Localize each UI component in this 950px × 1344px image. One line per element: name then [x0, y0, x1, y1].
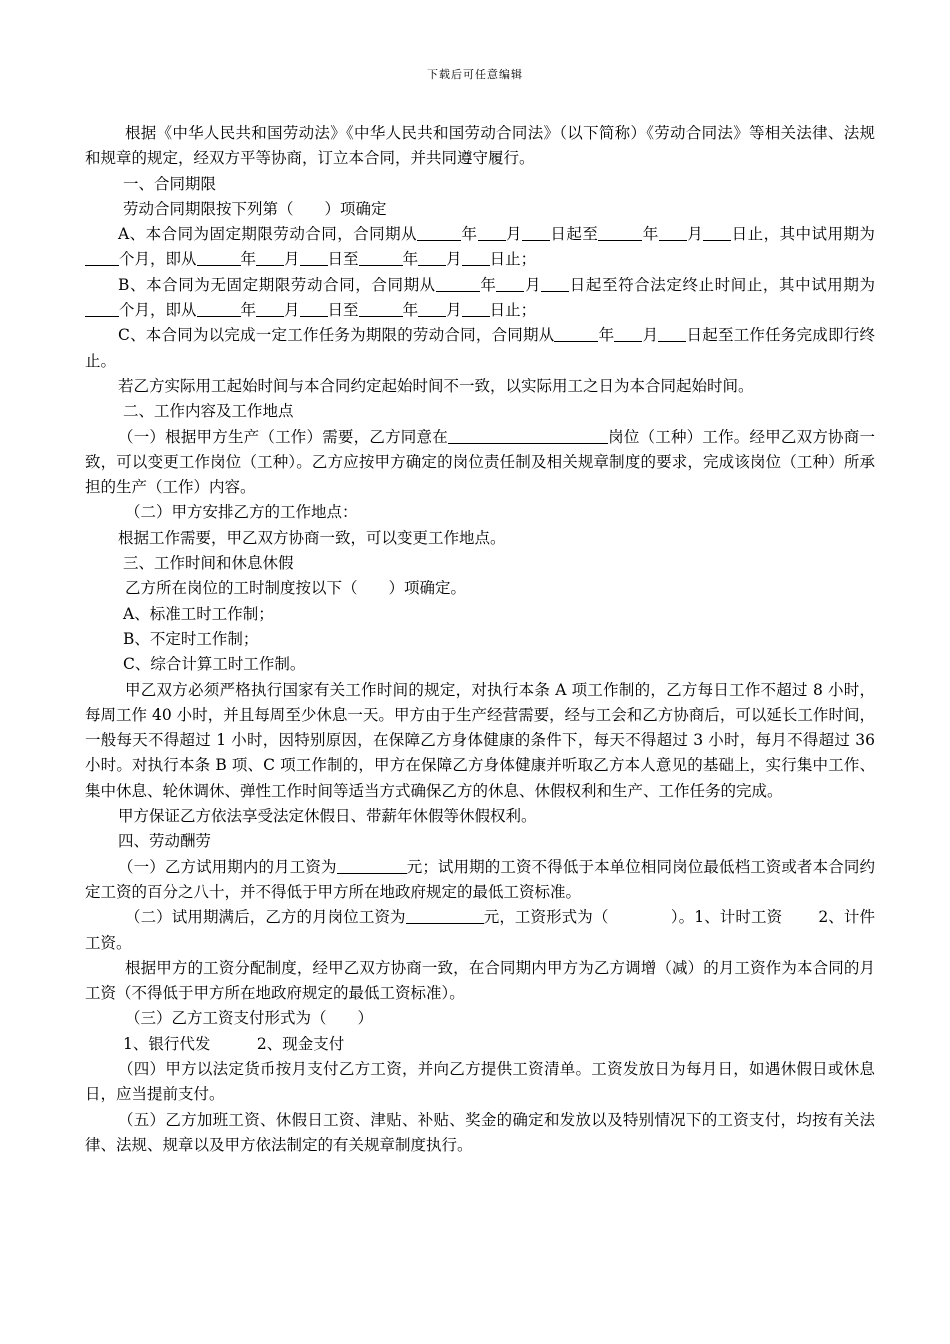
section-2-paragraph-2: （二）甲方安排乙方的工作地点：	[125, 503, 358, 522]
section-1-paragraph-2: 若乙方实际用工起始时间与本合同约定起始时间不一致，以实际用工之日为本合同起始时间。	[118, 376, 754, 395]
section-1-option-b: B、本合同为无固定期限劳动合同，合同期从 年 月 日起至符合法定终止时间止，其中试用期为个月，即从 年 月 日至 年 月 日止；	[85, 273, 875, 324]
section-4-paragraph-2: （二）试用期满后，乙方的月岗位工资为 元，工资形式为（ ）。1、计时工资 2、计件工资。	[85, 908, 875, 952]
intro-paragraph: 根据《中华人民共和国劳动法》《中华人民共和国劳动合同法》（以下简称）《劳动合同法》等相关法律、法规和规章的规定，经双方平等协商，订立本合同，并共同遵守履行。	[85, 124, 875, 168]
section-1-title: 一、合同期限	[123, 174, 217, 193]
section-3-option-a: A、标准工时工作制；	[123, 604, 274, 623]
section-2-paragraph-1: （一）根据甲方生产（工作）需要，乙方同意在 岗位（工种）工作。经甲乙双方协商一致，可以变更工作岗位（工种）。乙方应按甲方确定的岗位责任制及相关规章制度的要求，完成该岗位（工种）所承担的生产（工作）内容。	[85, 427, 875, 497]
section-4-paragraph-1: （一）乙方试用期内的月工资为 元；试用期的工资不得低于本单位相同岗位最低档工资或者本合同约定工资的百分之八十，并不得低于甲方所在地政府规定的最低工资标准。	[85, 857, 875, 901]
page-header-note: 下载后可任意编辑	[427, 68, 523, 81]
section-3-paragraph-2: 甲乙双方必须严格执行国家有关工作时间的规定，对执行本条 A 项工作制的，乙方每日工作不超过 8 小时，每周工作 40 小时，并且每周至少休息一天。甲方由于生产经营需要，经与工会和乙方协商后，可以延长工作时间，一般每天不得超过 1 小时，因特别原因，在保障乙方身体健康的条件下，每天不得超过 3 小时，每月不得超过 36 小时。对执行本条 B 项、C 项工作制的，甲方在保障乙方身体健康并听取乙方本人意见的基础上，实行集中工作、集中休息、轮休调休、弹性工作时间等适当方式确保乙方的休息、休假权利和生产、工作任务的完成。	[85, 680, 875, 800]
section-1-paragraph-1: 劳动合同期限按下列第（ ）项确定	[123, 199, 387, 218]
section-3-title: 三、工作时间和休息休假	[123, 554, 294, 573]
section-1-option-c: C、本合同为以完成一定工作任务为期限的劳动合同，合同期从 年 月 日起至工作任务完成即行终止。	[85, 326, 875, 370]
section-2-paragraph-3: 根据工作需要，甲乙双方协商一致，可以变更工作地点。	[118, 528, 506, 547]
section-1-option-a: A、本合同为固定期限劳动合同，合同期从 年 月 日起至 年 月 日止，其中试用期为个月，即从 年 月 日至 年 月 日止；	[85, 222, 875, 273]
section-3-option-b: B、不定时工作制；	[123, 629, 259, 648]
section-4-paragraph-5: 1、银行代发 2、现金支付	[123, 1034, 345, 1053]
section-2-title: 二、工作内容及工作地点	[123, 402, 294, 421]
section-4-title: 四、劳动酬劳	[118, 832, 212, 851]
section-3-paragraph-1: 乙方所在岗位的工时制度按以下（ ）项确定。	[125, 579, 467, 598]
section-3-paragraph-3: 甲方保证乙方依法享受法定休假日、带薪年休假等休假权利。	[118, 807, 537, 826]
section-3-option-c: C、综合计算工时工作制。	[123, 655, 306, 674]
section-4-paragraph-4: （三）乙方工资支付形式为（ ）	[125, 1009, 374, 1028]
section-4-paragraph-6: （四）甲方以法定货币按月支付乙方工资，并向乙方提供工资清单。工资发放日为每月日，如遇休假日或休息日，应当提前支付。	[85, 1059, 875, 1104]
section-4-paragraph-3: 根据甲方的工资分配制度，经甲乙双方协商一致，在合同期内甲方为乙方调增（减）的月工资作为本合同的月工资（不得低于甲方所在地政府规定的最低工资标准）。	[85, 958, 875, 1003]
document-body	[85, 121, 875, 1158]
section-4-paragraph-7: （五）乙方加班工资、休假日工资、津贴、补贴、奖金的确定和发放以及特别情况下的工资支付，均按有关法律、法规、规章以及甲方依法制定的有关规章制度执行。	[85, 1110, 875, 1154]
